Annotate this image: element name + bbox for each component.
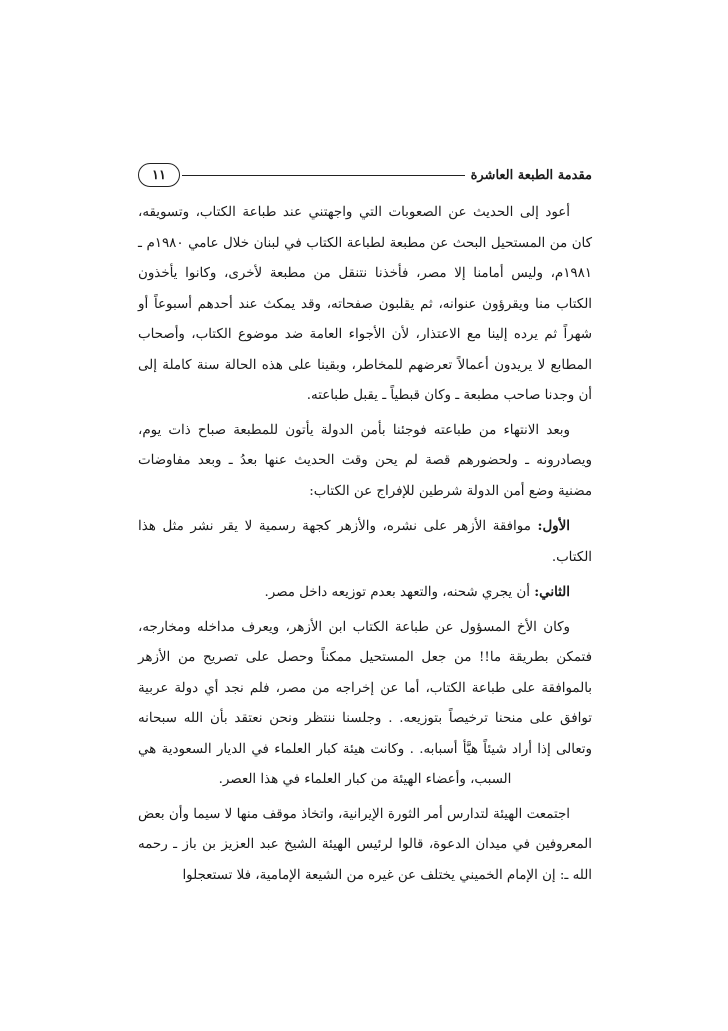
condition-first-text: موافقة الأزهر على نشره، والأزهر كجهة رسمية لا يقر نشر مثل هذا الكتاب.	[138, 519, 592, 565]
condition-first-label: الأول:	[537, 518, 570, 534]
page-number: ١١	[138, 163, 180, 187]
paragraph-3: وكان الأخ المسؤول عن طباعة الكتاب ابن الأزهر، ويعرف مداخله ومخارجه، فتمكن بطريقة ما!! من جعل المستحيل ممكناً وحصل على تصريح من الأزهر بالموافقة على طباعة الكتاب، أما عن إخراجه من مصر، فلم نجد أي دولة عربية توافق على منحنا ترخيصاً بتوزيعه. . وجلسنا ننتظر ونحن نعتقد بأن الله سبحانه وتعالى إذا أراد شيئاً هيَّأ أسبابه. . وكانت هيئة كبار العلماء في الديار السعودية هي السبب، وأعضاء الهيئة من كبار العلماء في هذا العصر.	[138, 619, 592, 787]
book-page	[138, 158, 592, 891]
condition-second	[138, 577, 592, 609]
condition-first	[138, 511, 592, 573]
paragraph-1: أعود إلى الحديث عن الصعوبات التي واجهتني عند طباعة الكتاب، وتسويقه، كان من المستحيل البحث عن مطبعة لطباعة الكتاب في لبنان خلال عامي ١٩٨٠م ـ ١٩٨١م، وليس أمامنا إلا مصر، فأخذنا نتنقل من مطبعة لأخرى، وكانوا يأخذون الكتاب منا ويقرؤون عنوانه، ثم يقلبون صفحاته، وقد يمكث عند أحدهم أسبوعاً أو شهراً ثم يرده إلينا مع الاعتذار، لأن الأجواء العامة ضد موضوع الكتاب، وأصحاب المطابع لا يريدون أعمالاً تعرضهم للمخاطر، وبقينا على هذه الحالة سنة كاملة إلى أن وجدنا صاحب مطبعة ـ وكان قبطياً ـ يقبل طباعته.	[138, 205, 592, 403]
condition-second-label: الثاني:	[534, 584, 570, 600]
condition-second-text: أن يجري شحنه، والتعهد بعدم توزيعه داخل مصر.	[264, 585, 535, 600]
paragraph-2: وبعد الانتهاء من طباعته فوجئنا بأمن الدولة يأتون للمطبعة صباح ذات يوم، ويصادرونه ـ ولحضورهم قصة لم يحن وقت الحديث عنها بعدُ ـ وبعد مفاوضات مضنية وضع أمن الدولة شرطين للإفراج عن الكتاب:	[138, 422, 592, 499]
running-header	[138, 158, 592, 192]
header-rule	[182, 175, 465, 176]
chapter-title: مقدمة الطبعة العاشرة	[470, 167, 592, 183]
paragraph-4: اجتمعت الهيئة لتدارس أمر الثورة الإيرانية، واتخاذ موقف منها لا سيما وأن بعض المعروفين في ميدان الدعوة، قالوا لرئيس الهيئة الشيخ عبد العزيز بن باز ـ رحمه الله ـ: إن الإمام الخميني يختلف عن غيره من الشيعة الإمامية، فلا تستعجلوا	[138, 806, 592, 883]
